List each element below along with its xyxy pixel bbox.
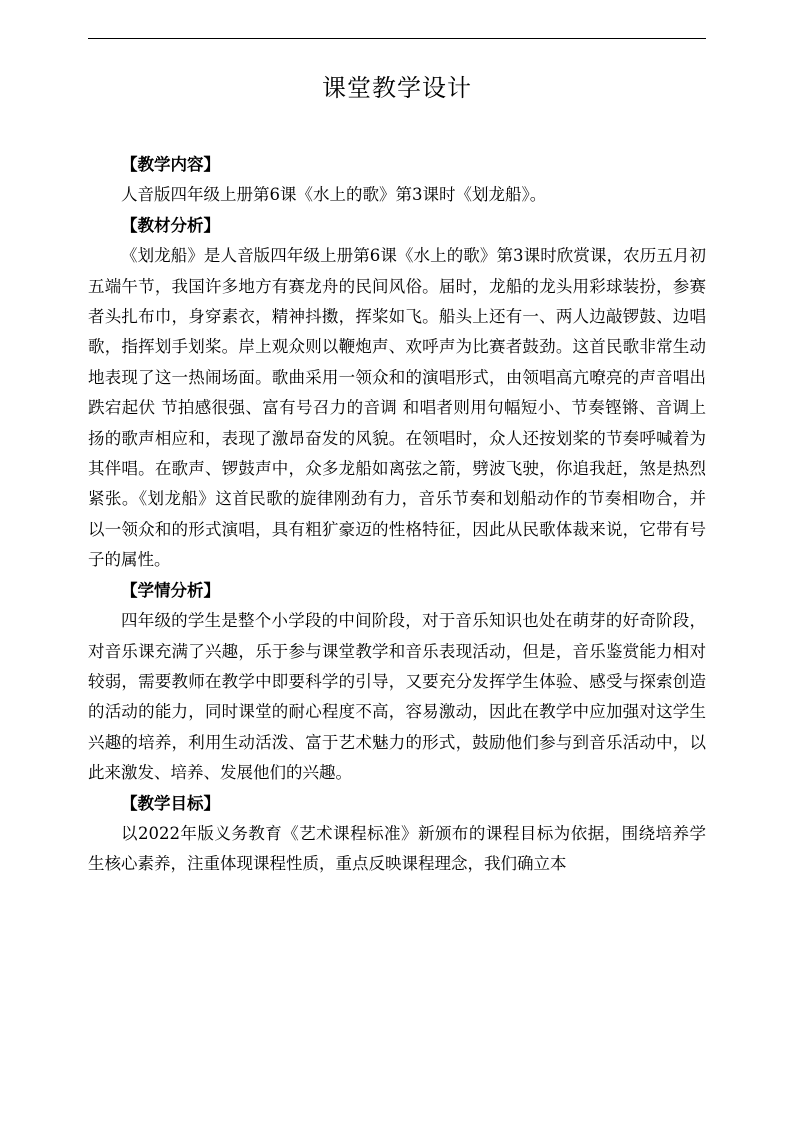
section-heading: 【学情分析】 (121, 580, 220, 600)
section-paragraph: 《划龙船》是人音版四年级上册第6课《水上的歌》第3课时欣赏课，农历五月初五端午节，我国许多地方有赛龙舟的民间风俗。届时，龙船的龙头用彩球装扮，参赛者头扎布巾，身穿素衣，精神抖擞，挥桨如飞。船头上还有一、两人边敲锣鼓、边唱歌，指挥划手划桨。岸上观众则以鞭炮声、欢呼声为比赛者鼓劲。这首民歌非常生动地表现了这一热闹场面。歌曲采用一领众和的演唱形式，由领唱高亢嘹亮的声音唱出跌宕起伏 节拍感很强、富有号召力的音调 和唱者则用句幅短小、节奏铿锵、音调上扬的歌声相应和，表现了激昂奋发的风貌。在领唱时，众人还按划桨的节奏呼喊着为其伴唱。在歌声、锣鼓声中，众多龙船如离弦之箭，劈波飞驶，你追我赶，煞是热烈紧张。《划龙船》这首民歌的旋律刚劲有力，音乐节奏和划船动作的节奏相吻合，并以一领众和的形式演唱，具有粗犷豪迈的性格特征，因此从民歌体裁来说，它带有号子的属性。 (88, 246, 706, 570)
page-title: 课堂教学设计 (322, 74, 472, 102)
header-rule (88, 38, 706, 39)
section-heading: 【教学内容】 (121, 155, 220, 174)
section-heading: 【教材分析】 (121, 215, 220, 235)
section-teaching-goals (88, 789, 706, 880)
section-heading: 【教学目标】 (121, 793, 220, 813)
section-paragraph: 人音版四年级上册第6课《水上的歌》第3课时《划龙船》。 (121, 185, 547, 205)
section-material-analysis (88, 211, 706, 576)
section-paragraph: 以2022年版义务教育《艺术课程标准》新颁布的课程目标为依据，围绕培养学生核心素养，注重体现课程性质，重点反映课程理念，我们确立本 (88, 823, 706, 874)
document-body (88, 150, 706, 880)
section-paragraph: 四年级的学生是整个小学段的中间阶段，对于音乐知识也处在萌芽的好奇阶段，对音乐课充满了兴趣，乐于参与课堂教学和音乐表现活动，但是，音乐鉴赏能力相对较弱，需要教师在教学中即要科学的引导，又要充分发挥学生体验、感受与探索创造的活动的能力，同时课堂的耐心程度不高，容易激动，因此在教学中应加强对这学生兴趣的培养，利用生动活泼、富于艺术魅力的形式，鼓励他们参与到音乐活动中，以此来激发、培养、发展他们的兴趣。 (88, 611, 706, 783)
section-teaching-content (88, 150, 706, 211)
section-learner-analysis (88, 576, 706, 789)
